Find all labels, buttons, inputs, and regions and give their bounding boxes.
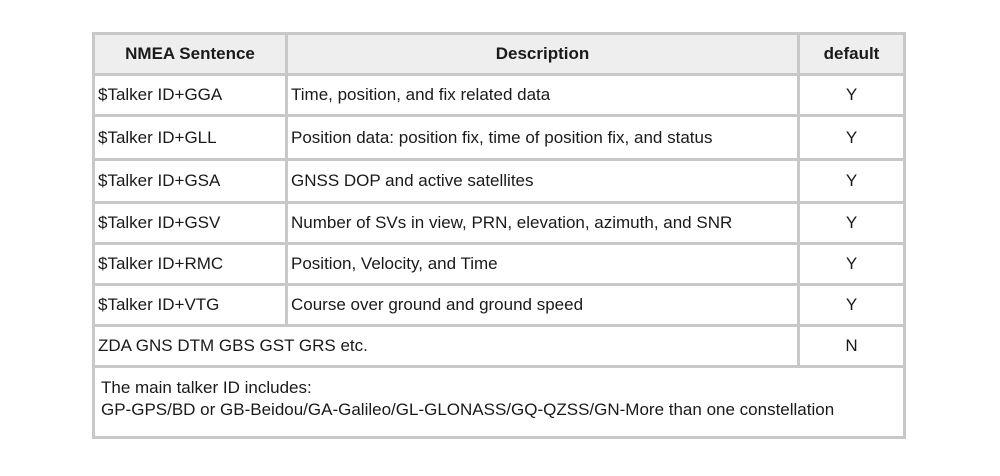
- table-row-sentence: $Talker ID+GGA: [95, 76, 285, 114]
- note-line-2: GP-GPS/BD or GB-Beidou/GA-Galileo/GL-GLONASS/GQ-QZSS/GN-More than one constellation: [101, 400, 835, 419]
- table-row-description: Position data: position fix, time of position fix, and status: [288, 117, 797, 158]
- table-row-default: Y: [800, 245, 903, 283]
- table-row-sentence: $Talker ID+VTG: [95, 286, 285, 324]
- other-sentences-default: N: [800, 327, 903, 365]
- table-row-default: Y: [800, 161, 903, 201]
- table-row-default: Y: [800, 286, 903, 324]
- table-row-sentence: $Talker ID+GSA: [95, 161, 285, 201]
- table-row-description: Course over ground and ground speed: [288, 286, 797, 324]
- table-row-default: Y: [800, 117, 903, 158]
- table-row-description: Time, position, and fix related data: [288, 76, 797, 114]
- table-row-sentence: $Talker ID+RMC: [95, 245, 285, 283]
- table-row-default: Y: [800, 76, 903, 114]
- table-row-default: Y: [800, 204, 903, 242]
- table-row-description: Position, Velocity, and Time: [288, 245, 797, 283]
- nmea-table: [92, 32, 906, 439]
- header-description: Description: [288, 35, 797, 73]
- note-line-1: The main talker ID includes:: [101, 378, 312, 397]
- table-row-description: Number of SVs in view, PRN, elevation, azimuth, and SNR: [288, 204, 797, 242]
- table-row-sentence: $Talker ID+GSV: [95, 204, 285, 242]
- table-row-sentence: $Talker ID+GLL: [95, 117, 285, 158]
- other-sentences-cell: ZDA GNS DTM GBS GST GRS etc.: [95, 327, 797, 365]
- table-row-description: GNSS DOP and active satellites: [288, 161, 797, 201]
- talker-id-note: [95, 368, 903, 436]
- header-default: default: [800, 35, 903, 73]
- header-nmea-sentence: NMEA Sentence: [95, 35, 285, 73]
